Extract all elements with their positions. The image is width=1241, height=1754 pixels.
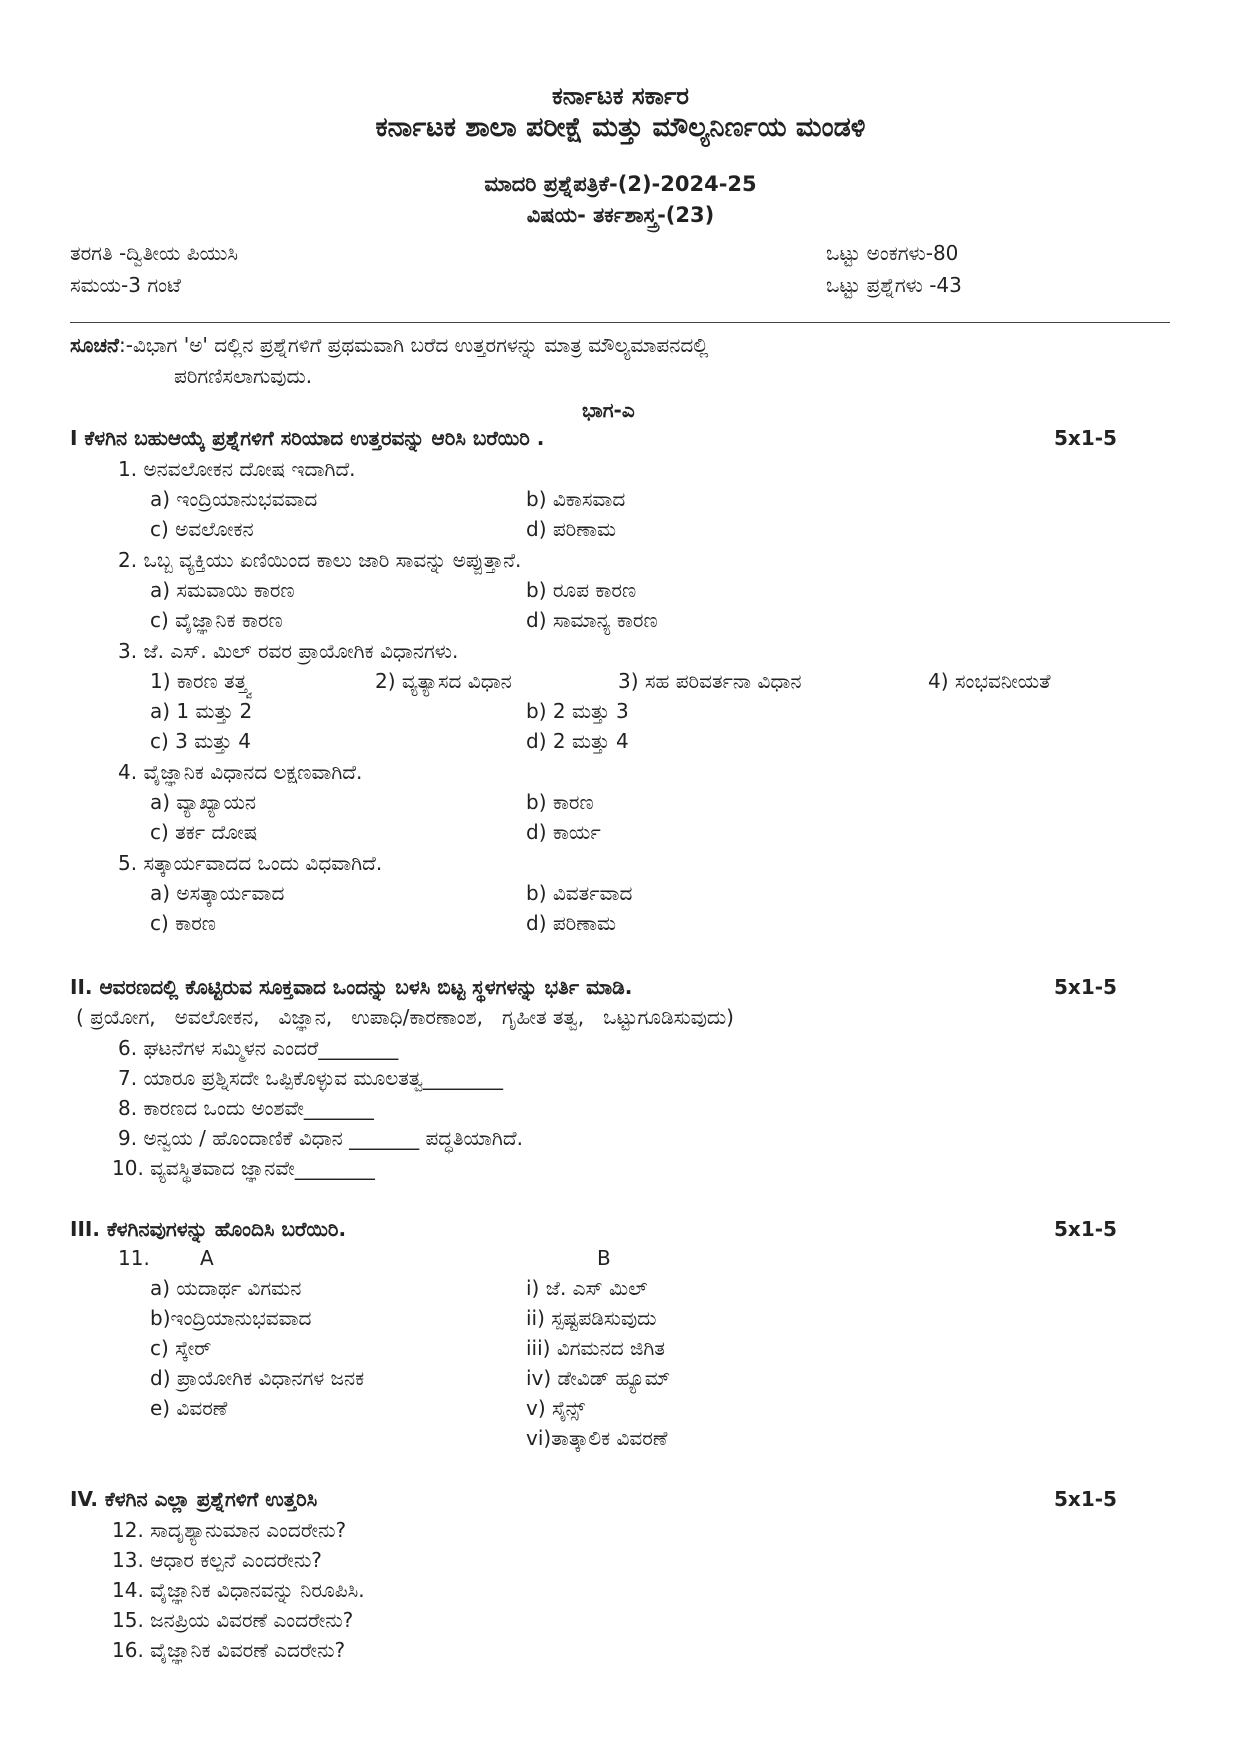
question-2-option-c: c) ವೈಜ್ಞಾನಿಕ ಕಾರಣ	[150, 608, 283, 632]
section-2-options: ( ಪ್ರಯೋಗ, ಅವಲೋಕನ, ವಿಜ್ಞಾನ, ಉಪಾಧಿ/ಕಾರಣಾಂಶ, ಗೃಹೀತ ತತ್ವ, ಒಟ್ಟುಗೂಡಿಸುವುದು)	[76, 1005, 734, 1029]
class-info: ತರಗತಿ -ದ್ವಿತೀಯ ಪಿಯುಸಿ	[70, 241, 239, 265]
match-right-iv: iv) ಡೇವಿಡ್ ಹ್ಯೂಮ್	[526, 1366, 671, 1390]
question-3-item-2: 2) ವ್ಯತ್ಯಾಸದ ವಿಧಾನ	[375, 669, 512, 693]
question-3-item-4: 4) ಸಂಭವನೀಯತೆ	[928, 669, 1051, 693]
question-3-option-c: c) 3 ಮತ್ತು 4	[150, 729, 252, 753]
question-7: 7. ಯಾರೂ ಪ್ರಶ್ನಿಸದೇ ಒಪ್ಪಿಕೊಳ್ಳುವ ಮೂಲತತ್ವ________	[118, 1066, 503, 1090]
question-6: 6. ಘಟನೆಗಳ ಸಮ್ಮಿಳನ ಎಂದರೆ________	[118, 1036, 399, 1060]
question-5: 5. ಸತ್ಕಾರ್ಯವಾದದ ಒಂದು ವಿಧವಾಗಿದೆ.	[118, 851, 383, 875]
question-4-option-a: a) ವ್ಯಾಖ್ಯಾಯನ	[150, 790, 256, 814]
match-left-e: e) ವಿವರಣೆ	[150, 1396, 228, 1420]
column-b-header: B	[597, 1246, 611, 1270]
instruction-text: :-ವಿಭಾಗ 'ಅ' ದಲ್ಲಿನ ಪ್ರಶ್ನೆಗಳಿಗೆ ಪ್ರಥಮವಾಗಿ ಬರೆದ ಉತ್ತರಗಳನ್ನು ಮಾತ್ರ ಮೌಲ್ಯಮಾಪನದಲ್ಲಿ	[118, 333, 709, 357]
section-4-title: IV. ಕೆಳಗಿನ ಎಲ್ಲಾ ಪ್ರಶ್ನೆಗಳಿಗೆ ಉತ್ತರಿಸಿ	[70, 1487, 318, 1511]
match-right-i: i) ಜೆ. ಎಸ್ ಮಿಲ್	[526, 1276, 648, 1300]
part-title: ಭಾಗ-ಎ	[582, 398, 635, 422]
match-left-d: d) ಪ್ರಾಯೋಗಿಕ ವಿಧಾನಗಳ ಜನಕ	[150, 1366, 365, 1390]
question-5-option-b: b) ವಿವರ್ತವಾದ	[526, 881, 633, 905]
question-3: 3. ಜೆ. ಎಸ್. ಮಿಲ್ ರವರ ಪ್ರಾಯೋಗಿಕ ವಿಧಾನಗಳು.	[118, 639, 459, 663]
question-8: 8. ಕಾರಣದ ಒಂದು ಅಂಶವೇ_______	[118, 1096, 374, 1120]
match-right-ii: ii) ಸ್ಪಷ್ಟಪಡಿಸುವುದು	[526, 1306, 657, 1330]
question-2: 2. ಒಬ್ಬ ವ್ಯಕ್ತಿಯು ಏಣಿಯಿಂದ ಕಾಲು ಜಾರಿ ಸಾವನ್ನು ಅಪ್ಪುತ್ತಾನೆ.	[118, 548, 522, 572]
instruction	[70, 333, 708, 357]
question-2-option-a: a) ಸಮವಾಯಿ ಕಾರಣ	[150, 578, 295, 602]
question-3-item-1: 1) ಕಾರಣ ತತ್ತ್ವ	[150, 669, 251, 693]
question-3-item-3: 3) ಸಹ ಪರಿವರ್ತನಾ ವಿಧಾನ	[618, 669, 802, 693]
instruction-label: ಸೂಚನೆ	[70, 333, 119, 357]
question-12: 12. ಸಾದೃಶ್ಯಾನುಮಾನ ಎಂದರೇನು?	[112, 1518, 347, 1542]
question-15: 15. ಜನಪ್ರಿಯ ವಿವರಣೆ ಎಂದರೇನು?	[112, 1608, 354, 1632]
question-5-option-a: a) ಅಸತ್ಕಾರ್ಯವಾದ	[150, 881, 285, 905]
match-right-vi: vi)ತಾತ್ಕಾಲಿಕ ವಿವರಣೆ	[526, 1426, 668, 1450]
total-questions: ಒಟ್ಟು ಪ್ರಶ್ನೆಗಳು -43	[826, 273, 962, 297]
question-9: 9. ಅನ್ವಯ / ಹೊಂದಾಣಿಕೆ ವಿಧಾನ _______ ಪದ್ಧತಿಯಾಗಿದೆ.	[118, 1126, 523, 1150]
subject-title: ವಿಷಯ- ತರ್ಕಶಾಸ್ತ್ರ-(23)	[526, 203, 715, 227]
question-10: 10. ವ್ಯವಸ್ಥಿತವಾದ ಜ್ಞಾನವೇ________	[112, 1156, 375, 1180]
board-title: ಕರ್ನಾಟಕ ಶಾಲಾ ಪರೀಕ್ಷೆ ಮತ್ತು ಮೌಲ್ಯನಿರ್ಣಯ ಮಂಡಳಿ	[375, 112, 866, 143]
question-11: 11.	[118, 1246, 150, 1270]
time-info: ಸಮಯ-3 ಗಂಟೆ	[70, 273, 181, 297]
question-13: 13. ಆಧಾರ ಕಲ್ಪನೆ ಎಂದರೇನು?	[112, 1548, 322, 1572]
match-left-a: a) ಯದಾರ್ಥ ವಿಗಮನ	[150, 1276, 302, 1300]
question-5-option-d: d) ಪರಿಣಾಮ	[526, 911, 617, 935]
section-2-title: II. ಆವರಣದಲ್ಲಿ ಕೊಟ್ಟಿರುವ ಸೂಕ್ತವಾದ ಒಂದನ್ನು ಬಳಸಿ ಬಿಟ್ಟ ಸ್ಥಳಗಳನ್ನು ಭರ್ತಿ ಮಾಡಿ.	[70, 975, 633, 999]
section-2-marks: 5x1-5	[1054, 975, 1117, 999]
section-1-marks: 5x1-5	[1054, 426, 1117, 450]
section-1-title: I ಕೆಳಗಿನ ಬಹುಆಯ್ಕೆ ಪ್ರಶ್ನೆಗಳಿಗೆ ಸರಿಯಾದ ಉತ್ತರವನ್ನು ಆರಿಸಿ ಬರೆಯಿರಿ .	[70, 426, 545, 450]
question-1-option-c: c) ಅವಲೋಕನ	[150, 517, 254, 541]
question-2-option-d: d) ಸಾಮಾನ್ಯ ಕಾರಣ	[526, 608, 658, 632]
question-2-option-b: b) ರೂಪ ಕಾರಣ	[526, 578, 637, 602]
question-16: 16. ವೈಜ್ಞಾನಿಕ ವಿವರಣೆ ಎದರೇನು?	[112, 1638, 346, 1662]
question-3-option-a: a) 1 ಮತ್ತು 2	[150, 699, 253, 723]
question-1-option-d: d) ಪರಿಣಾಮ	[526, 517, 617, 541]
match-left-c: c) ಸ್ಕೇರ್	[150, 1336, 212, 1360]
match-right-v: v) ಸೈನ್ಸ್	[526, 1396, 586, 1420]
match-left-b: b)ಇಂದ್ರಿಯಾನುಭವವಾದ	[150, 1306, 312, 1330]
match-right-iii: iii) ವಿಗಮನದ ಜಿಗಿತ	[526, 1336, 665, 1360]
paper-title: ಮಾದರಿ ಪ್ರಶ್ನೆಪತ್ರಿಕೆ-(2)-2024-25	[484, 172, 757, 196]
question-4-option-d: d) ಕಾರ್ಯ	[526, 820, 601, 844]
question-1-option-a: a) ಇಂದ್ರಿಯಾನುಭವವಾದ	[150, 487, 318, 511]
header-divider	[70, 322, 1170, 323]
section-4-marks: 5x1-5	[1054, 1487, 1117, 1511]
question-1: 1. ಅನವಲೋಕನ ದೋಷ ಇದಾಗಿದೆ.	[118, 457, 356, 481]
question-4-option-c: c) ತರ್ಕ ದೋಷ	[150, 820, 258, 844]
section-3-title: III. ಕೆಳಗಿನವುಗಳನ್ನು ಹೊಂದಿಸಿ ಬರೆಯಿರಿ.	[70, 1217, 347, 1241]
instruction-continued: ಪರಿಗಣಿಸಲಾಗುವುದು.	[174, 364, 313, 388]
total-marks: ಒಟ್ಟು ಅಂಕಗಳು-80	[826, 241, 959, 265]
government-title: ಕರ್ನಾಟಕ ಸರ್ಕಾರ	[551, 82, 690, 110]
question-4-option-b: b) ಕಾರಣ	[526, 790, 594, 814]
question-4: 4. ವೈಜ್ಞಾನಿಕ ವಿಧಾನದ ಲಕ್ಷಣವಾಗಿದೆ.	[118, 760, 363, 784]
section-3-marks: 5x1-5	[1054, 1217, 1117, 1241]
question-3-option-b: b) 2 ಮತ್ತು 3	[526, 699, 629, 723]
question-5-option-c: c) ಕಾರಣ	[150, 911, 216, 935]
question-3-option-d: d) 2 ಮತ್ತು 4	[526, 729, 629, 753]
question-14: 14. ವೈಜ್ಞಾನಿಕ ವಿಧಾನವನ್ನು ನಿರೂಪಿಸಿ.	[112, 1578, 365, 1602]
column-a-header: A	[200, 1246, 214, 1270]
question-1-option-b: b) ವಿಕಾಸವಾದ	[526, 487, 626, 511]
